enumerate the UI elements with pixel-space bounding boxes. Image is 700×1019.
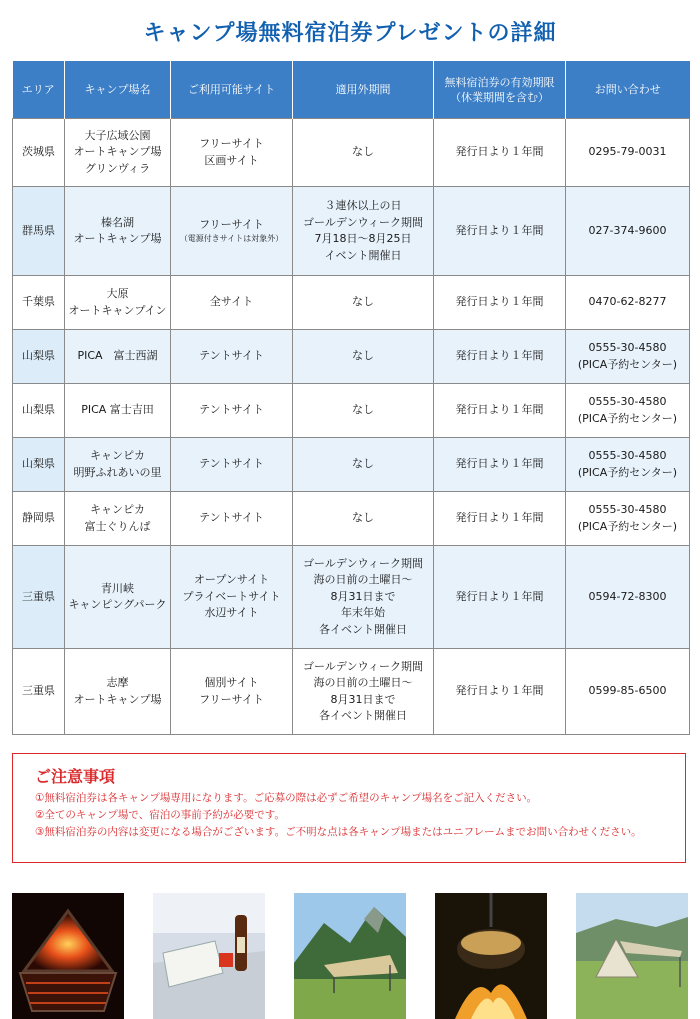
cell-area (13, 492, 65, 546)
cell-line: 0555-30-4580 (588, 503, 667, 516)
cell-line: 山梨県 (22, 403, 55, 417)
cell-line: 発行日より１年間 (455, 145, 544, 159)
cell-line: 群馬県 (22, 223, 55, 237)
cell-line: オートキャンプイン (68, 303, 167, 317)
cell-camp-name (65, 438, 171, 492)
cell-excluded (293, 546, 434, 649)
cell-contact (566, 649, 690, 735)
table-row (13, 438, 690, 492)
cell-line: ゴールデンウィーク期間 (303, 215, 423, 229)
cell-sites-note: （電源付きサイトは対象外） (179, 234, 284, 244)
cell-line: ３連休以上の日 (324, 199, 402, 212)
cell-validity (434, 187, 566, 276)
cell-line: 三重県 (22, 684, 55, 698)
cell-sites (171, 546, 293, 649)
cell-camp-name (65, 330, 171, 384)
cell-line: オープンサイト (193, 573, 270, 587)
cell-camp-name (65, 546, 171, 649)
header-area: エリア (13, 61, 65, 119)
cell-line: 8月31日まで (330, 589, 396, 603)
cell-contact (566, 330, 690, 384)
cell-line: キャンピカ (90, 503, 145, 516)
cell-validity (434, 492, 566, 546)
cell-area (13, 187, 65, 276)
cell-validity (434, 649, 566, 735)
tent-field-photo (576, 893, 688, 1019)
cell-line: 発行日より１年間 (455, 349, 544, 363)
cell-line: 各イベント開催日 (319, 709, 407, 722)
cell-validity (434, 276, 566, 330)
cell-excluded (293, 187, 434, 276)
cell-line: (PICA予約センター) (577, 411, 678, 425)
cell-line: オートキャンプ場 (73, 692, 162, 706)
cell-excluded (293, 119, 434, 187)
cell-line: グリンヴィラ (84, 161, 151, 175)
cell-line: オートキャンプ場 (73, 232, 162, 245)
cell-line: 0555-30-4580 (588, 341, 667, 354)
cell-line: 大原 (106, 287, 129, 300)
cell-line: ゴールデンウィーク期間 (303, 659, 423, 673)
cell-line: 発行日より１年間 (455, 589, 544, 603)
cell-line: 個別サイト (204, 676, 259, 689)
cell-area (13, 649, 65, 735)
cell-line: (PICA予約センター) (577, 357, 678, 371)
cell-validity (434, 384, 566, 438)
cell-excluded (293, 276, 434, 330)
notes-title: ご注意事項 (35, 767, 116, 786)
cell-excluded (293, 384, 434, 438)
note-item: ③無料宿泊券の内容は変更になる場合がございます。ご不明な点は各キャンプ場またはユニフレームまでお問い合わせください。 (35, 826, 642, 838)
cell-line: 山梨県 (22, 457, 55, 471)
cell-line: イベント開催日 (324, 248, 402, 262)
dutch-oven-fire-photo (435, 893, 547, 1019)
cell-camp-name (65, 276, 171, 330)
cell-line: 0295-79-0031 (588, 145, 667, 159)
cell-line: なし (352, 511, 374, 525)
cell-line: 発行日より１年間 (455, 295, 544, 309)
cell-line: (PICA予約センター) (577, 519, 678, 533)
cell-line: (PICA予約センター) (577, 465, 678, 479)
header-name: キャンプ場名 (65, 61, 171, 119)
cell-sites (171, 384, 293, 438)
cell-sites (171, 492, 293, 546)
cell-line: オートキャンプ場 (73, 145, 162, 159)
campfire-grill-photo (12, 893, 124, 1019)
cell-line: 0594-72-8300 (588, 589, 667, 603)
cell-line: 区画サイト (204, 153, 259, 167)
note-item: ②全てのキャンプ場で、宿泊の事前予約が必要です。 (35, 809, 285, 821)
cell-line: プライベートサイト (182, 589, 281, 603)
cell-line: なし (352, 403, 374, 417)
cell-camp-name (65, 649, 171, 735)
cell-line: 各イベント開催日 (319, 622, 407, 636)
cell-line: 茨城県 (22, 145, 55, 159)
cell-validity (434, 119, 566, 187)
note-item: ①無料宿泊券は各キャンプ場専用になります。ご応募の際は必ずご希望のキャンプ場名をご記入ください。 (35, 792, 538, 804)
cell-excluded (293, 649, 434, 735)
table-row (13, 649, 690, 735)
cell-line: なし (352, 145, 374, 159)
cell-line: 明野ふれあいの里 (73, 465, 162, 479)
table-row (13, 492, 690, 546)
cell-line: 0555-30-4580 (588, 395, 667, 408)
cell-line: 7月18日〜8月25日 (314, 232, 412, 245)
cell-contact (566, 119, 690, 187)
cell-area (13, 546, 65, 649)
cell-line: 発行日より１年間 (455, 511, 544, 525)
cell-line: PICA 富士西湖 (77, 349, 158, 363)
cell-line: テントサイト (199, 511, 264, 525)
cell-sites (171, 438, 293, 492)
cell-line: 8月31日まで (330, 692, 396, 706)
cell-contact (566, 492, 690, 546)
cell-area (13, 119, 65, 187)
cell-sites (171, 330, 293, 384)
cell-line: 全サイト (209, 295, 254, 309)
header-validity-line2: （休業期間を含む） (450, 90, 549, 104)
cell-camp-name (65, 492, 171, 546)
header-excluded: 適用外期間 (293, 61, 434, 119)
cell-area (13, 384, 65, 438)
header-validity (434, 61, 566, 119)
table-row (13, 384, 690, 438)
cell-sites (171, 119, 293, 187)
cell-line: 志摩 (106, 676, 129, 689)
cell-line: 0599-85-6500 (588, 684, 667, 698)
cell-line: なし (352, 457, 374, 471)
cell-line: 海の日前の土曜日〜 (313, 573, 413, 587)
cell-contact (566, 546, 690, 649)
cell-line: テントサイト (199, 403, 264, 417)
cell-line: 0470-62-8277 (588, 295, 667, 309)
header-contact: お問い合わせ (566, 61, 690, 119)
cell-line: 発行日より１年間 (455, 684, 544, 698)
cell-excluded (293, 438, 434, 492)
cell-validity (434, 546, 566, 649)
cell-line: 静岡県 (22, 511, 55, 525)
photo-strip (0, 893, 700, 1019)
cell-validity (434, 438, 566, 492)
table-row (13, 330, 690, 384)
page-title: キャンプ場無料宿泊券プレゼントの詳細 (143, 21, 557, 46)
cell-line: 発行日より１年間 (455, 403, 544, 417)
cell-sites (171, 276, 293, 330)
cell-line: フリーサイト (199, 217, 264, 231)
cell-contact (566, 276, 690, 330)
cell-line: ゴールデンウィーク期間 (303, 556, 423, 570)
cell-line: PICA 富士吉田 (81, 403, 154, 417)
cell-line: 三重県 (22, 589, 55, 603)
cell-line: 水辺サイト (204, 606, 259, 620)
camp-table (12, 61, 690, 735)
cell-line: 千葉県 (22, 295, 55, 309)
cell-line: 027-374-9600 (588, 223, 667, 237)
table-header-row (13, 61, 690, 119)
cell-sites (171, 649, 293, 735)
cell-line: 海の日前の土曜日〜 (313, 676, 413, 689)
mountain-tarp-photo (294, 893, 406, 1019)
notes-box (12, 753, 686, 863)
table-row (13, 187, 690, 276)
cell-excluded (293, 492, 434, 546)
cell-camp-name (65, 187, 171, 276)
cell-line: 青川峡 (101, 581, 134, 595)
cell-contact (566, 187, 690, 276)
notes-list (35, 790, 675, 841)
cell-area (13, 330, 65, 384)
table-row (13, 119, 690, 187)
cell-excluded (293, 330, 434, 384)
cell-line: テントサイト (199, 349, 264, 363)
cell-line: 大子広域公園 (84, 128, 151, 142)
cell-line: 0555-30-4580 (588, 449, 667, 462)
cell-camp-name (65, 384, 171, 438)
cell-line: 発行日より１年間 (455, 223, 544, 237)
table-row (13, 276, 690, 330)
cell-line: テントサイト (199, 457, 264, 471)
cell-line: フリーサイト (199, 137, 264, 150)
cell-line: なし (352, 349, 374, 363)
cell-line: フリーサイト (199, 692, 264, 706)
table-book-photo (153, 893, 265, 1019)
cell-line: 発行日より１年間 (455, 457, 544, 471)
cell-line: 榛名湖 (101, 215, 134, 229)
cell-line: キャンピングパーク (68, 598, 167, 611)
cell-line: 山梨県 (22, 349, 55, 363)
cell-line: 富士ぐりんぱ (84, 519, 151, 533)
header-sites: ご利用可能サイト (171, 61, 293, 119)
cell-line: キャンピカ (90, 449, 145, 462)
cell-camp-name (65, 119, 171, 187)
cell-area (13, 276, 65, 330)
cell-sites (171, 187, 293, 276)
header-validity-line1: 無料宿泊券の有効期限 (444, 75, 555, 89)
cell-area (13, 438, 65, 492)
table-row (13, 546, 690, 649)
cell-contact (566, 384, 690, 438)
cell-contact (566, 438, 690, 492)
cell-line: なし (352, 295, 374, 309)
cell-line: 年末年始 (341, 606, 385, 620)
cell-validity (434, 330, 566, 384)
